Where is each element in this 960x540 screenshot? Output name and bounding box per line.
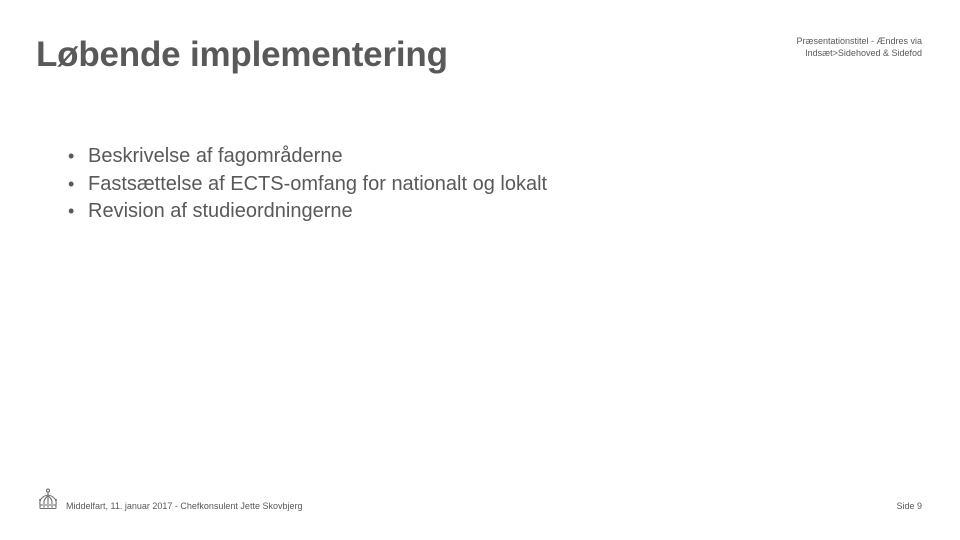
bullet-dot: • (68, 173, 75, 194)
bullet-text: Beskrivelse af fagområderne (88, 145, 343, 167)
bullet-text: Fastsættelse af ECTS-omfang for nationalt og lokalt (88, 172, 548, 195)
crown-icon (37, 488, 59, 512)
bullet-item (68, 171, 547, 199)
bullet-text: Revision af studieordningerne (88, 200, 353, 222)
page-number: Side 9 (896, 501, 922, 511)
header-note (722, 35, 922, 59)
bullet-dot: • (68, 146, 75, 166)
header-note-line-1: Præsentationstitel - Ændres via (796, 36, 922, 46)
bullet-item (68, 143, 547, 171)
bullet-list (68, 143, 547, 226)
bullet-dot: • (68, 201, 75, 221)
bullet-item (68, 198, 547, 226)
header-note-line-2: Indsæt>Sidehoved & Sidefod (805, 48, 922, 58)
footer-text: Middelfart, 11. januar 2017 - Chefkonsulent Jette Skovbjerg (66, 501, 303, 511)
slide-title: Løbende implementering (36, 35, 448, 74)
